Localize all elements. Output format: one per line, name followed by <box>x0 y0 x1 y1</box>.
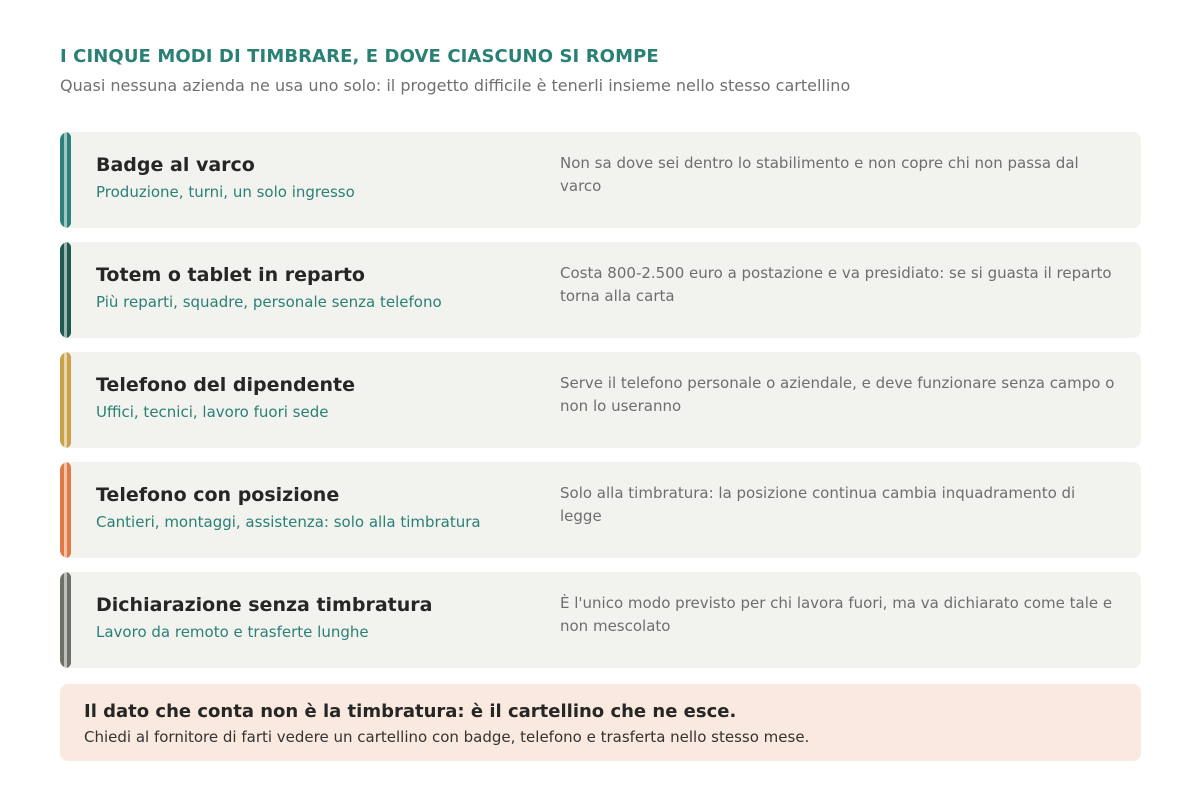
page-title: I CINQUE MODI DI TIMBRARE, E DOVE CIASCUNO SI ROMPE <box>60 46 659 67</box>
mode-weakness: Non sa dove sei dentro lo stabilimento e non copre chi non passa dal varco <box>560 154 1079 195</box>
mode-use: Lavoro da remoto e trasferte lunghe <box>96 623 369 641</box>
key-takeaway-note <box>60 684 1141 761</box>
mode-color-bar <box>60 462 71 558</box>
mode-weakness: Serve il telefono personale o aziendale, e deve funzionare senza campo o non lo useranno <box>560 374 1115 415</box>
mode-info <box>96 262 546 313</box>
mode-row-badge <box>60 132 1141 228</box>
mode-color-bar <box>60 132 71 228</box>
modes-list <box>60 132 1141 668</box>
mode-name: Telefono del dipendente <box>96 374 355 396</box>
mode-info <box>96 482 546 533</box>
mode-name: Totem o tablet in reparto <box>96 264 365 286</box>
mode-use: Produzione, turni, un solo ingresso <box>96 183 355 201</box>
mode-name: Dichiarazione senza timbratura <box>96 594 433 616</box>
mode-row-phone-location <box>60 462 1141 558</box>
mode-weakness: È l'unico modo previsto per chi lavora fuori, ma va dichiarato come tale e non mescolato <box>560 594 1113 635</box>
mode-weakness: Costa 800-2.500 euro a postazione e va presidiato: se si guasta il reparto torna alla carta <box>560 264 1112 305</box>
mode-info <box>96 592 546 643</box>
mode-row-declaration <box>60 572 1141 668</box>
mode-use: Più reparti, squadre, personale senza telefono <box>96 293 442 311</box>
note-title: Il dato che conta non è la timbratura: è il cartellino che ne esce. <box>84 701 737 722</box>
mode-row-totem <box>60 242 1141 338</box>
mode-info <box>96 372 546 423</box>
note-body: Chiedi al fornitore di farti vedere un cartellino con badge, telefono e trasferta nello stesso mese. <box>84 728 810 746</box>
mode-color-bar <box>60 242 71 338</box>
mode-color-bar <box>60 352 71 448</box>
mode-name: Badge al varco <box>96 154 255 176</box>
mode-name: Telefono con posizione <box>96 484 340 506</box>
mode-row-employee-phone <box>60 352 1141 448</box>
mode-use: Uffici, tecnici, lavoro fuori sede <box>96 403 329 421</box>
page-content <box>60 44 1141 682</box>
mode-color-bar <box>60 572 71 668</box>
mode-use: Cantieri, montaggi, assistenza: solo alla timbratura <box>96 513 481 531</box>
mode-weakness: Solo alla timbratura: la posizione continua cambia inquadramento di legge <box>560 484 1076 525</box>
page-subtitle: Quasi nessuna azienda ne usa uno solo: il progetto difficile è tenerli insieme nello stesso cartellino <box>60 76 851 95</box>
mode-info <box>96 152 546 203</box>
